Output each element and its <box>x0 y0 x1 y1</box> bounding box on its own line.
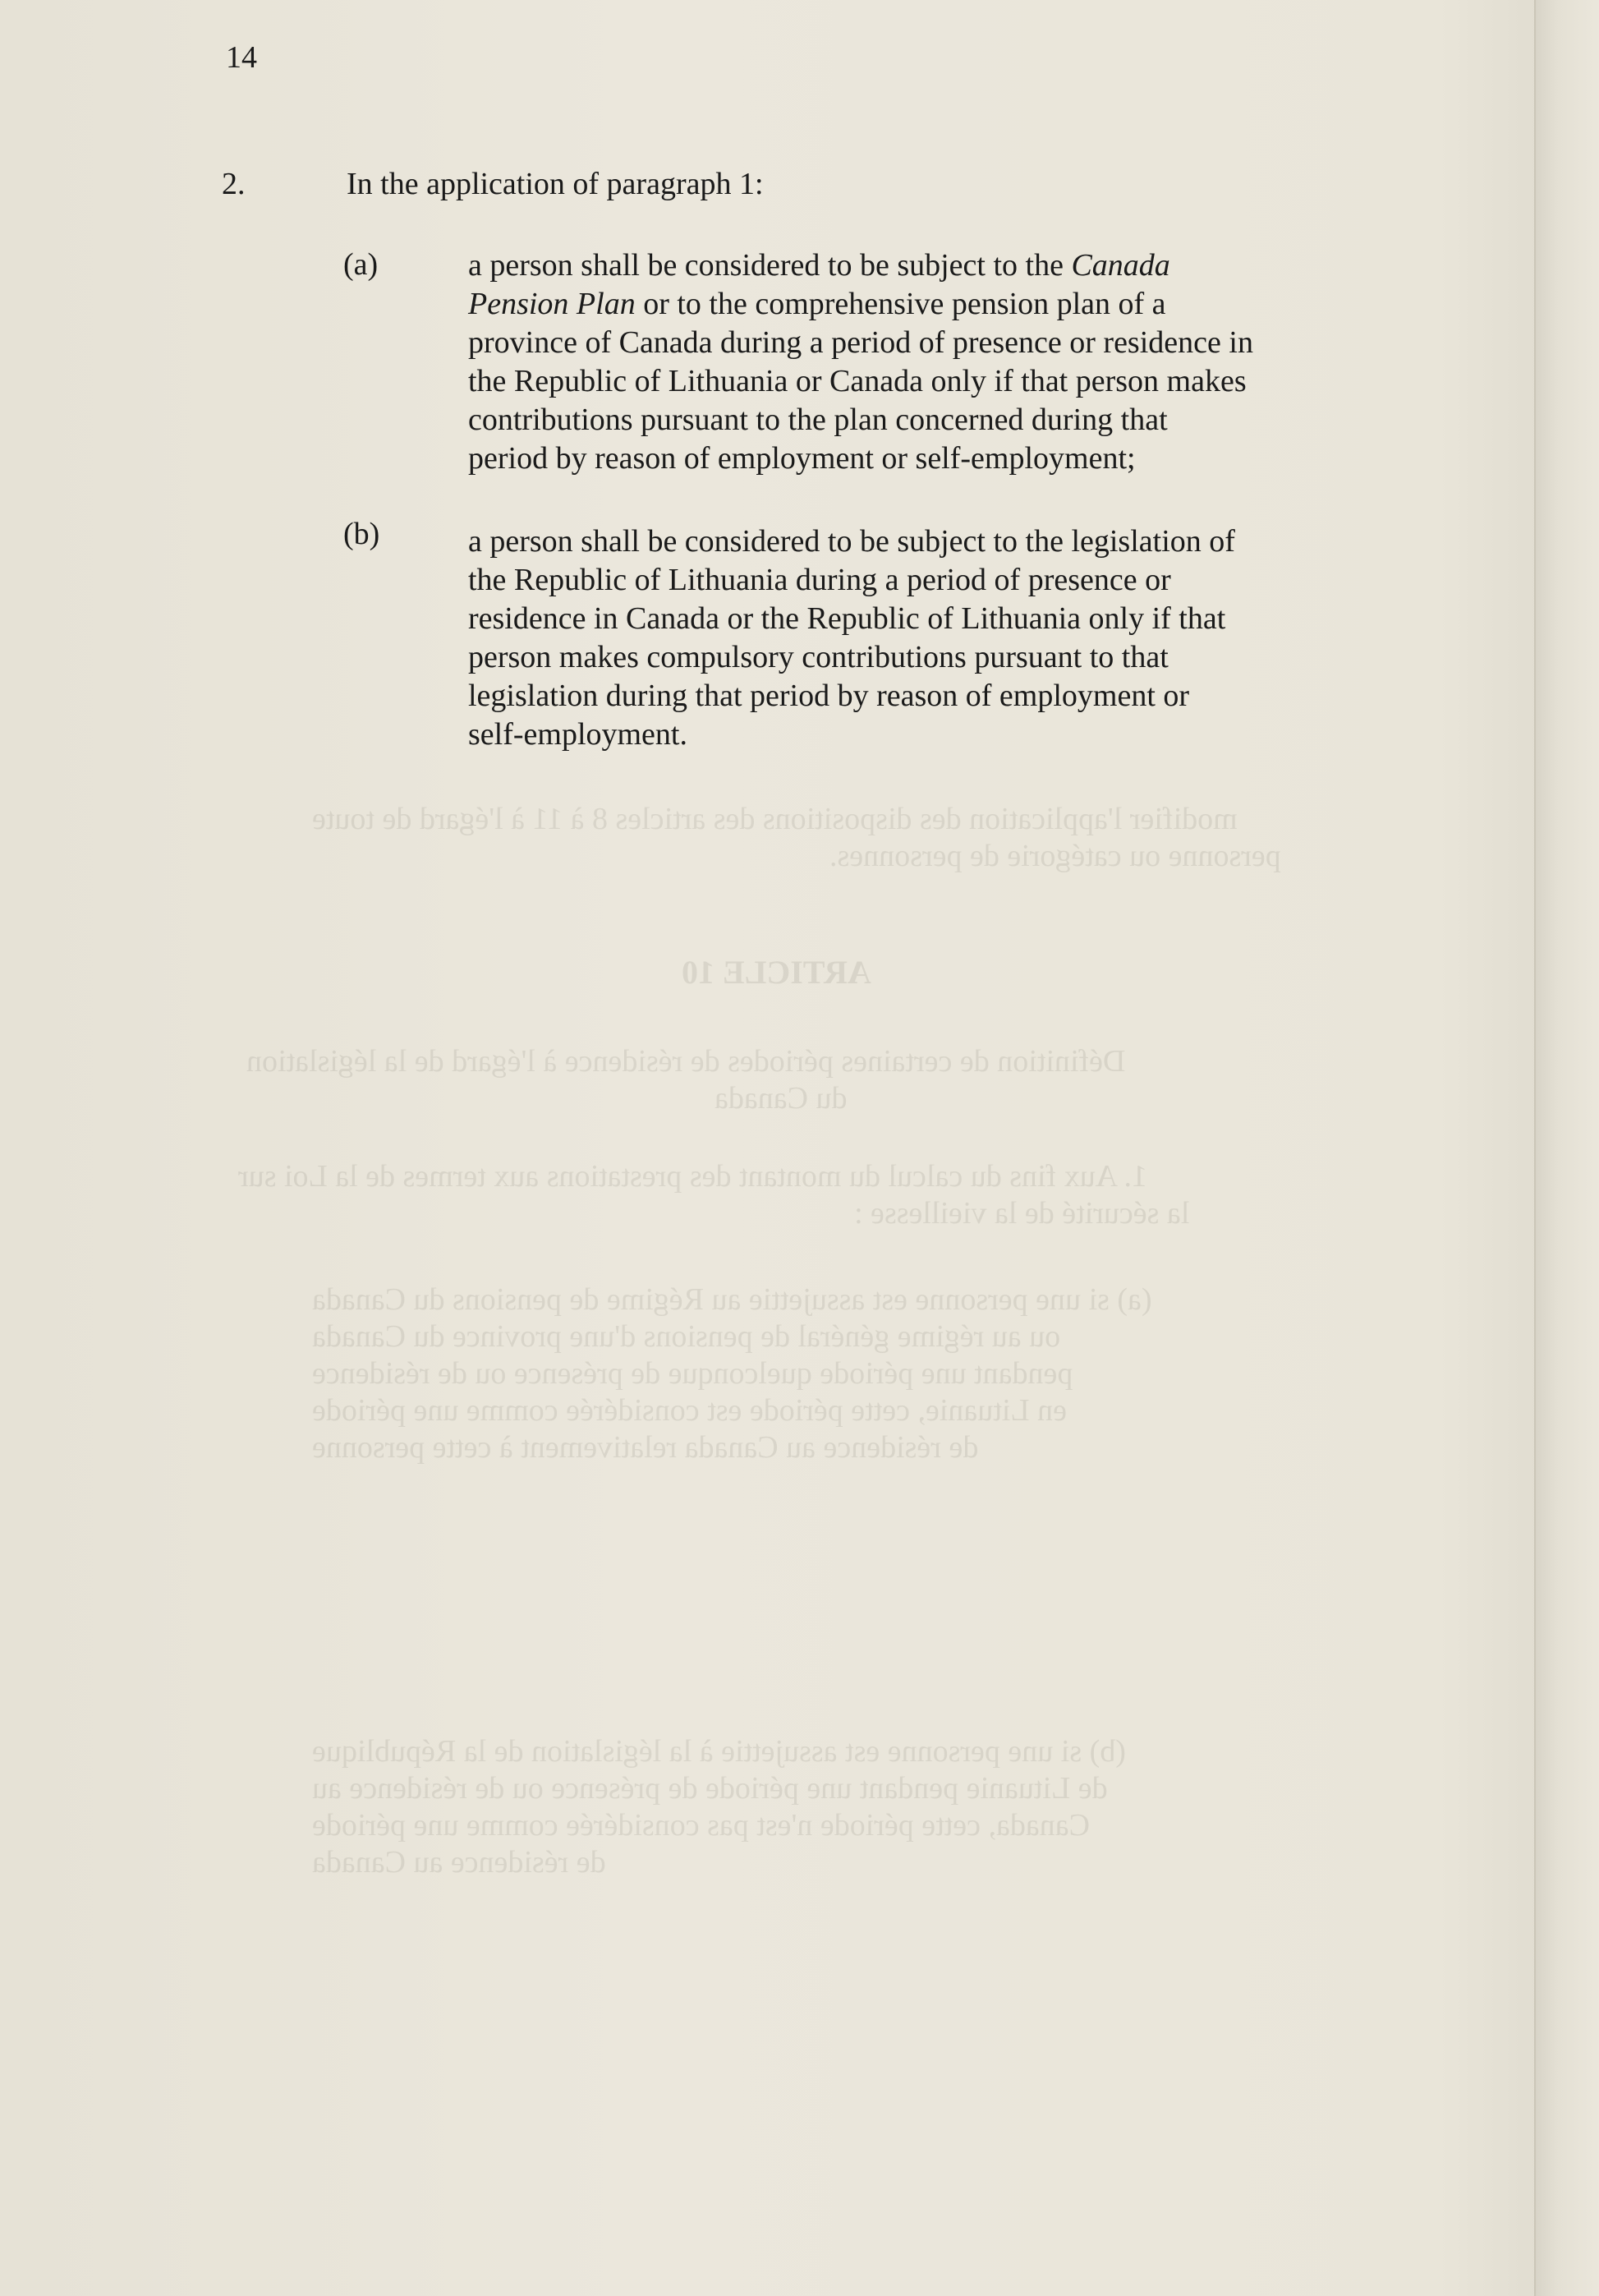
text-segment: contributions pursuant to the plan concerned during that <box>468 403 1168 437</box>
bleed-through-line: de résidence au Canada <box>312 1845 606 1880</box>
bleed-through-line: (a) si une personne est assujettie au Régime de pensions du Canada <box>312 1282 1152 1317</box>
text-segment: or to the comprehensive pension plan of a <box>635 287 1166 321</box>
text-line <box>468 439 1347 478</box>
text-line <box>468 715 1347 754</box>
text-line <box>468 246 1347 285</box>
text-line <box>468 285 1347 324</box>
item-b-text <box>468 522 1347 754</box>
bleed-through-line: pendant une période quelconque de présence ou de résidence <box>312 1356 1073 1391</box>
text-segment: person makes compulsory contributions pursuant to that <box>468 640 1169 674</box>
text-segment: a person shall be considered to be subject to the <box>468 248 1072 283</box>
bleed-through-line: du Canada <box>714 1081 848 1116</box>
text-line <box>468 638 1347 677</box>
text-segment: a person shall be considered to be subject to the legislation of <box>468 524 1235 559</box>
page-number: 14 <box>226 40 257 75</box>
text-line <box>468 522 1347 561</box>
italic-text-segment: Canada <box>1071 248 1170 283</box>
bleed-through-line: la sécurité de la vieillesse : <box>854 1196 1190 1231</box>
bleed-through-line: Canada, cette période n'est pas considérée comme une période <box>312 1808 1090 1843</box>
bleed-through-line: en Lituanie, cette période est considérée comme une période <box>312 1393 1067 1428</box>
bleed-through-line: ou au régime général de pensions d'une province du Canada <box>312 1319 1061 1354</box>
text-line <box>468 677 1347 715</box>
text-segment: legislation during that period by reason of employment or <box>468 679 1190 713</box>
paragraph-lead-text: In the application of paragraph 1: <box>347 167 764 201</box>
italic-text-segment: Pension Plan <box>468 287 636 321</box>
text-segment: province of Canada during a period of presence or residence in <box>468 325 1253 360</box>
bleed-through-line: de Lituanie pendant une période de présence ou de résidence au <box>312 1771 1108 1806</box>
text-segment: period by reason of employment or self-employment; <box>468 441 1136 476</box>
item-a-label: (a) <box>343 247 379 282</box>
bleed-through-line: Définition de certaines périodes de résidence à l'égard de la législation <box>246 1044 1126 1079</box>
bleed-through-line: modifier l'application des dispositions des articles 8 à 11 à l'égard de toute <box>312 802 1238 836</box>
bleed-through-line: ARTICLE 10 <box>682 954 871 991</box>
bleed-through-line: 1. Aux fins du calcul du montant des prestations aux termes de la Loi sur <box>238 1159 1148 1194</box>
text-segment: the Republic of Lithuania or Canada only if that person makes <box>468 364 1247 398</box>
bleed-through-line: (b) si une personne est assujettie à la législation de la République <box>312 1734 1126 1769</box>
text-line <box>468 362 1347 401</box>
text-line <box>468 324 1347 362</box>
item-b-label: (b) <box>343 517 380 551</box>
text-segment: self-employment. <box>468 717 687 752</box>
paragraph-number: 2. <box>222 167 246 201</box>
bleed-through-line: de résidence au Canada relativement à cette personne <box>312 1430 979 1465</box>
text-line <box>468 600 1347 638</box>
item-a-text <box>468 246 1347 478</box>
text-segment: residence in Canada or the Republic of Lithuania only if that <box>468 601 1226 636</box>
page-spine-shadow <box>1534 0 1599 2296</box>
text-line <box>468 401 1347 439</box>
bleed-through-line: personne ou catégorie de personnes. <box>829 839 1281 873</box>
text-segment: the Republic of Lithuania during a period of presence or <box>468 563 1171 597</box>
text-line <box>468 561 1347 600</box>
